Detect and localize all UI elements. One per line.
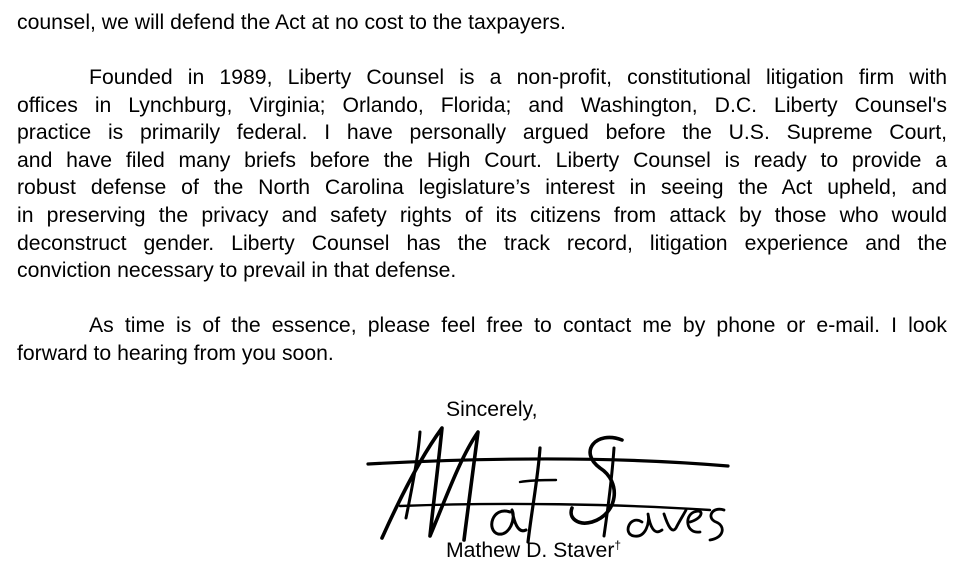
text-line: robust defense of the North Carolina legislature’s interest in seeing the Act upheld, and xyxy=(17,176,947,200)
signer-footnote-mark: † xyxy=(614,538,622,552)
paragraph-continuation xyxy=(17,9,947,37)
signer-name xyxy=(446,532,621,565)
text-line: counsel, we will defend the Act at no cost to the taxpayers. xyxy=(17,11,566,34)
signer-name-text: Mathew D. Staver xyxy=(446,539,615,562)
closing-salutation: Sincerely, xyxy=(446,398,538,421)
text-line: forward to hearing from you soon. xyxy=(17,341,334,365)
text-line xyxy=(17,64,947,92)
text-line: deconstruct gender. Liberty Counsel has the track record, litigation experience and the xyxy=(17,231,947,255)
text-line: practice is primarily federal. I have personally argued before the U.S. Supreme Court, xyxy=(17,121,947,145)
paragraph-liberty-counsel xyxy=(17,64,947,285)
paragraph-contact xyxy=(17,312,947,367)
text-line: offices in Lynchburg, Virginia; Orlando, Florida; and Washington, D.C. Liberty Counsel's xyxy=(17,93,947,117)
text-line-content: As time is of the essence, please feel free to contact me by phone or e-mail. I look xyxy=(89,314,947,337)
text-line-content: Founded in 1989, Liberty Counsel is a non-profit, constitutional litigation firm with xyxy=(89,66,947,89)
text-line xyxy=(17,312,947,340)
text-line: and have filed many briefs before the High Court. Liberty Counsel is ready to provide a xyxy=(17,148,947,172)
text-line: in preserving the privacy and safety rights of its citizens from attack by those who would xyxy=(17,203,947,227)
text-line: conviction necessary to prevail in that defense. xyxy=(17,259,457,283)
